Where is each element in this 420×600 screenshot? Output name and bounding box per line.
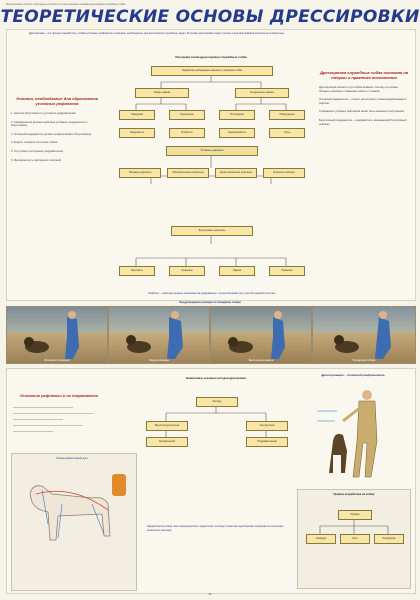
reflex-arc-caption: Схема рефлекторной дуги: [56, 457, 88, 460]
photo-strip: [6, 306, 414, 362]
chart-level7-box: Инстинкты: [119, 266, 155, 276]
chart-level4-box: Чутьё: [269, 128, 305, 138]
bottom-section: [6, 368, 416, 594]
left-panel-heading: Условия, необходимые для образования условных рефлексов: [15, 96, 98, 106]
reflex-arc-diagram: [11, 453, 137, 591]
footer-code: 42: [208, 593, 212, 596]
intro-text: Дрессировка – это процесс выработки у собаки условных рефлексов и навыков, необходимых для выполнения служебных задач. В основе дрессировки лежит учение о высшей нервной деятельности животных.: [29, 32, 285, 35]
bottom-left-heading: Условные рефлексы и их торможение: [19, 393, 99, 398]
chart-level6-box: Безусловные рефлексы: [171, 226, 253, 236]
left-panel-item: 4. Бодрое, активное состояние собаки.: [11, 141, 58, 145]
methods-branch-box: Подражательный: [246, 437, 288, 447]
methods-note: Каждый метод имеет свои преимущества и недостатки, поэтому в практике дрессировки применяется сочетание нескольких методов.: [147, 525, 284, 532]
chart-level4-box: Недоверчивость: [219, 128, 255, 138]
handler-and-dog-icon: [297, 381, 409, 485]
chart-level5-box: Рефлексы свободы: [263, 168, 305, 178]
training-photo: [6, 306, 108, 364]
chart-title: Основная схема дрессировки служебных собак: [175, 55, 247, 59]
photo-strip-heading: Предупреждение реакции на поведение собаки: [179, 301, 241, 304]
header-fine-print: Методическое пособие. Наглядное пособие по теоретическим основам дрессировки служебных собак: [6, 3, 126, 6]
techniques-box: Поощрение: [374, 534, 404, 544]
training-photo: [210, 306, 312, 364]
chart-top-box: Выработка необходимых навыков у служебных собак: [151, 66, 273, 76]
chart-level4-box: Злобность: [169, 128, 205, 138]
right-panel-paragraph: Условный раздражитель – сигнал, на который у собаки вырабатывается рефлекс.: [319, 98, 407, 105]
right-panel-paragraph: Торможение условных рефлексов может быть внешним и внутренним.: [319, 110, 405, 114]
right-panel-paragraph: Безусловный раздражитель – раздражитель, вызывающий безусловный рефлекс.: [319, 118, 407, 126]
left-panel-item: 1. Наличие безусловного и условного раздражителей.: [11, 112, 77, 115]
chart-level5-box: Ориентировочные рефлексы: [215, 168, 257, 178]
chart-level2-box: Специальные навыки: [235, 88, 289, 98]
photo-caption: Поощрение собаки: [352, 359, 376, 362]
reflex-bars: [13, 407, 103, 457]
left-panel-item: 2. Совпадение во времени действия условного раздражителя с безусловным.: [11, 120, 88, 128]
chart-level4-box: Уверенность: [119, 128, 155, 138]
photo-caption: Подача команды: [148, 359, 170, 362]
left-panel-item: 3. Условный раздражитель должен предшествовать безусловному.: [11, 132, 92, 136]
upper-section: [6, 29, 416, 301]
handler-figure: [297, 373, 409, 485]
chart-level3-box: Поведение: [119, 110, 155, 120]
chart-level7-box: Привычки: [269, 266, 305, 276]
right-panel-heading: Дрессировка служебных собак основана на теории и практике воспитания: [319, 70, 409, 80]
training-photo: [108, 306, 210, 364]
chart-level3-box: Обнаружение: [269, 110, 305, 120]
chart-level3-box: Подчинение: [169, 110, 205, 120]
right-panel: [319, 70, 409, 290]
techniques-box: Команда: [306, 534, 336, 544]
methods-branch-box: Вкусопоощрительный: [146, 421, 188, 431]
techniques-diagram: [297, 489, 411, 589]
right-panel-paragraph: Дрессировщик является для собаки вожаком, поэтому он должен обладать знаниями и навыками работы с собакой.: [319, 86, 398, 93]
dog-handler-illustration: [211, 307, 311, 363]
chart-level5-header: Условные рефлексы: [166, 146, 258, 156]
chart-level7-box: Рефлексы: [169, 266, 205, 276]
methods-top-box: Методы: [196, 397, 238, 407]
dog-handler-illustration: [313, 307, 415, 363]
left-panel: [11, 96, 103, 246]
poster-title: ТЕОРЕТИЧЕСКИЕ ОСНОВЫ ДРЕССИРОВКИ: [0, 7, 420, 27]
photo-caption: Исходное положение: [44, 359, 70, 362]
chart-level5-box: Оборонительные рефлексы: [167, 168, 209, 178]
chart-footer-note: Рефлекс – ответная реакция организма на раздражение, осуществляемая при участии нервной системы: [148, 292, 276, 295]
methods-branch-box: Контрастный: [246, 421, 288, 431]
chart-level3-box: Послушание: [219, 110, 255, 120]
techniques-box: Жест: [340, 534, 370, 544]
left-panel-item: 6. Многократность повторения сочетаний.: [11, 158, 62, 162]
center-chart: [111, 52, 311, 294]
training-photo: [312, 306, 416, 364]
dog-silhouette-icon: [12, 454, 136, 590]
methods-chart: [141, 373, 291, 587]
chart-level5-box: Пищевые рефлексы: [119, 168, 161, 178]
dog-handler-illustration: [109, 307, 209, 363]
bottom-right-heading: Дрессировщик – основной раздражитель: [321, 373, 385, 377]
chart-level2-box: Общие навыки: [135, 88, 189, 98]
techniques-box: Приёмы: [338, 510, 372, 520]
left-panel-item: 5. Отсутствие посторонних раздражителей.: [11, 149, 64, 153]
chart-level7-box: Навыки: [219, 266, 255, 276]
photo-caption: Выполнение навыка: [248, 359, 274, 362]
dog-handler-illustration: [7, 307, 107, 363]
methods-title: Взаимосвязь основных методов дрессировки: [186, 377, 246, 380]
techniques-title: Приёмы воздействия на собаку: [333, 493, 375, 496]
methods-branch-box: Механический: [146, 437, 188, 447]
